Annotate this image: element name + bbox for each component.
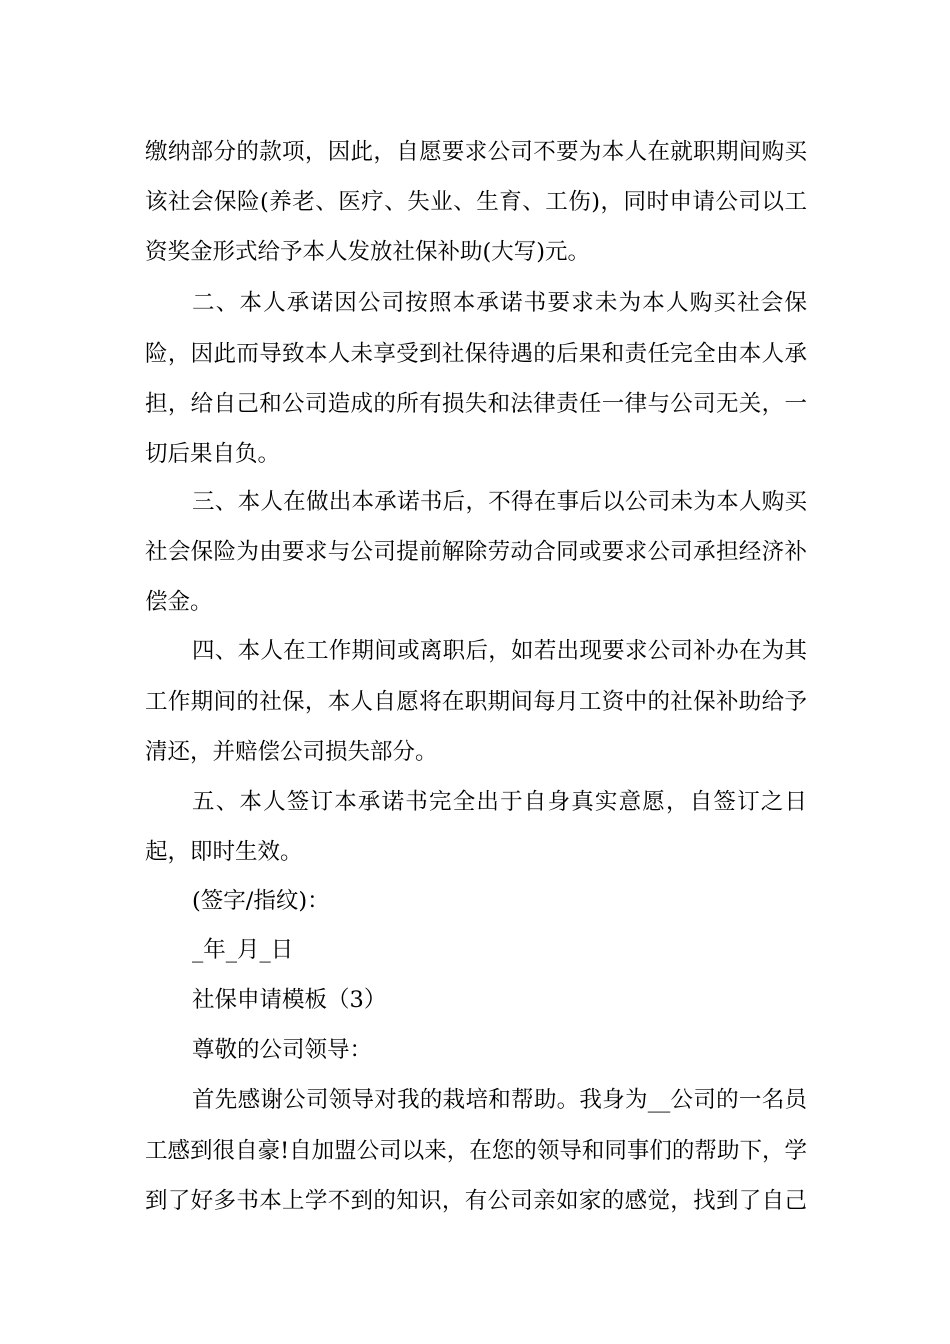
paragraph-line: 社会保险为由要求与公司提前解除劳动合同或要求公司承担经济补 — [145, 539, 807, 565]
paragraph-line: 切后果自负。 — [145, 441, 281, 467]
salutation: 尊敬的公司领导： — [192, 1037, 373, 1063]
paragraph-line: 二、本人承诺因公司按照本承诺书要求未为本人购买社会保 — [192, 290, 807, 316]
paragraph-line: 缴纳部分的款项，因此，自愿要求公司不要为本人在就职期间购买 — [145, 139, 807, 165]
paragraph-line: 五、本人签订本承诺书完全出于自身真实意愿，自签订之日 — [192, 789, 807, 815]
paragraph-line: 该社会保险(养老、医疗、失业、生育、工伤)，同时申请公司以工 — [145, 189, 807, 215]
paragraph-line: 四、本人在工作期间或离职后，如若出现要求公司补办在为其 — [192, 638, 807, 664]
paragraph-line: 到了好多书本上学不到的知识，有公司亲如家的感觉，找到了自己 — [145, 1188, 807, 1214]
paragraph-line: 偿金。 — [145, 589, 213, 615]
paragraph-line: 首先感谢公司领导对我的栽培和帮助。我身为__公司的一名员 — [192, 1087, 807, 1113]
paragraph-line: 资奖金形式给予本人发放社保补助(大写)元。 — [145, 239, 591, 265]
paragraph-line: 三、本人在做出本承诺书后，不得在事后以公司未为本人购买 — [192, 489, 807, 515]
paragraph-line: 清还，并赔偿公司损失部分。 — [145, 739, 438, 765]
section-title: 社保申请模板（3） — [192, 987, 387, 1013]
paragraph-line: 工感到很自豪!自加盟公司以来，在您的领导和同事们的帮助下，学 — [145, 1138, 807, 1164]
paragraph-line: 起，即时生效。 — [145, 839, 303, 865]
paragraph-line: 工作期间的社保，本人自愿将在职期间每月工资中的社保补助给予 — [145, 689, 807, 715]
paragraph-line: 险，因此而导致本人未享受到社保待遇的后果和责任完全由本人承 — [145, 341, 807, 367]
signature-line: (签字/指纹)： — [192, 888, 330, 914]
date-line: _年_月_日 — [192, 937, 294, 963]
paragraph-line: 担，给自己和公司造成的所有损失和法律责任一律与公司无关，一 — [145, 391, 807, 417]
